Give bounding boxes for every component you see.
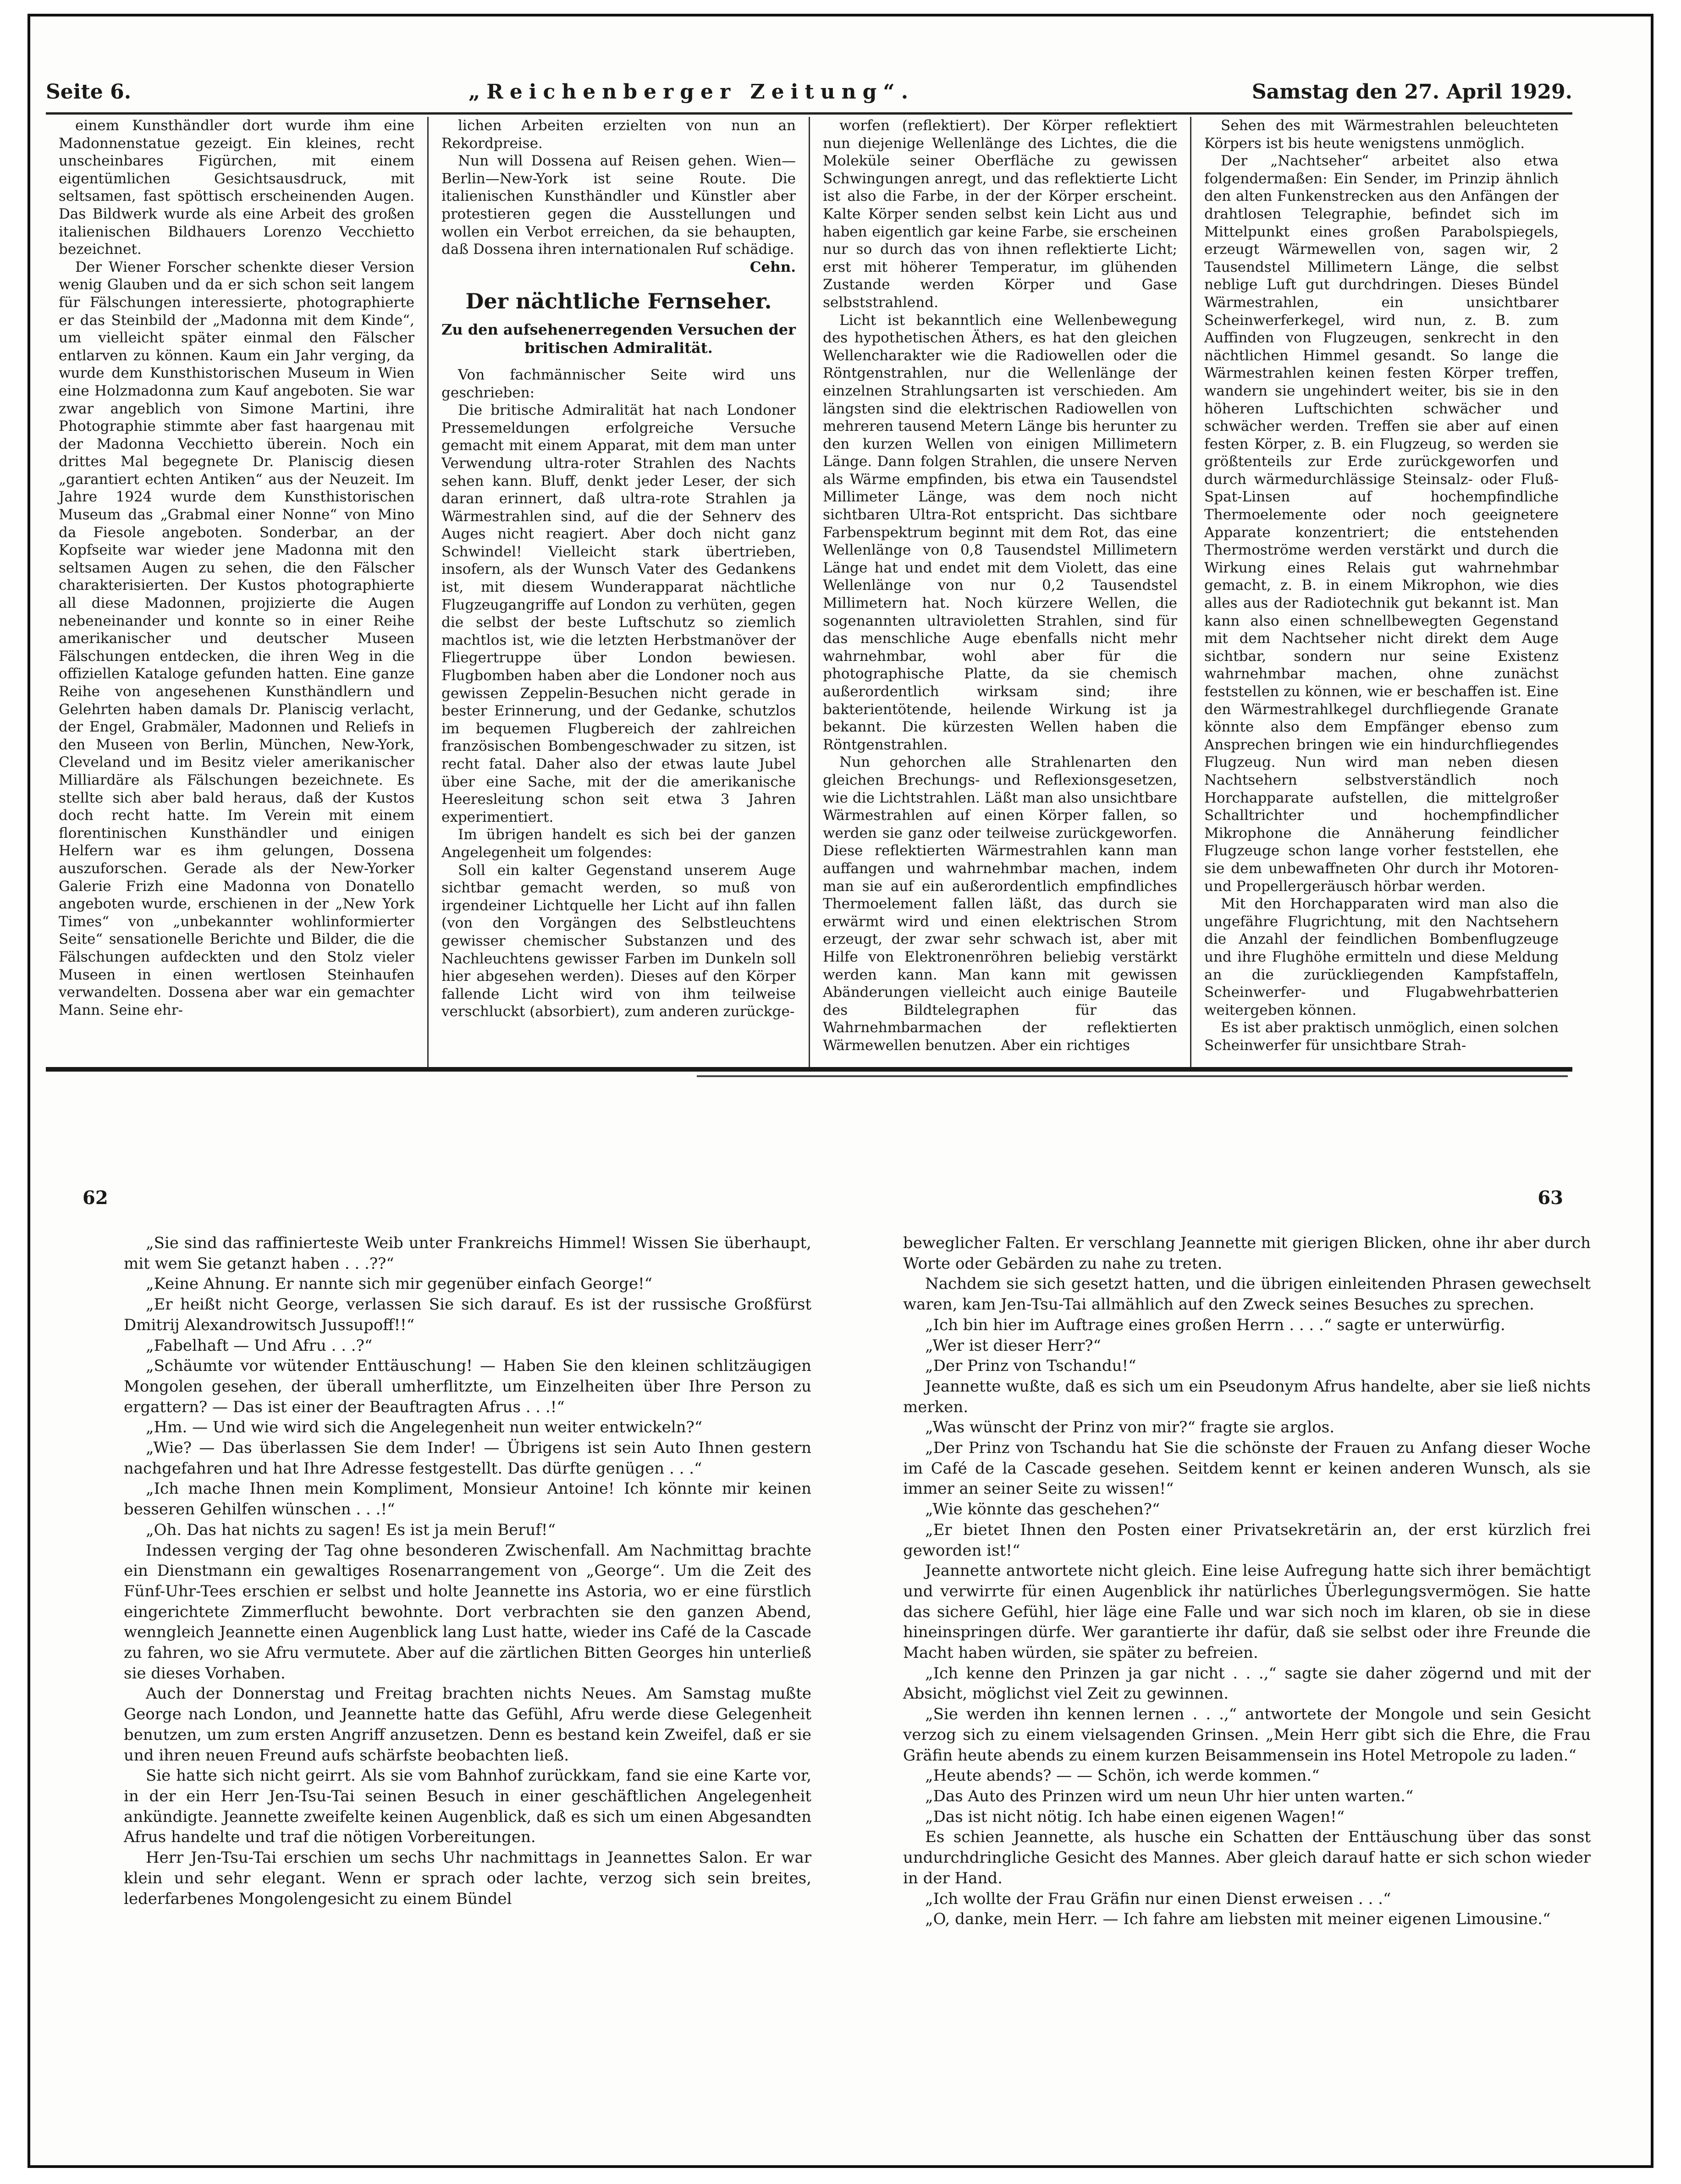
column-paragraph: Im übrigen handelt es sich bei der ganzen Angelegenheit um folgendes: [441,826,796,861]
book-paragraph: „Ich mache Ihnen mein Kompliment, Monsieur Antoine! Ich könnte mir keinen besseren Gehilfen wünschen . . .!“ [124,1480,811,1519]
book-paragraph: „Er bietet Ihnen den Posten einer Privatsekretärin an, der erst kürzlich frei geworden ist!“ [903,1520,1591,1560]
book-paragraph: „Ich wollte der Frau Gräfin nur einen Dienst erweisen . . .“ [925,1889,1391,1908]
column-paragraph: Die britische Admiralität hat nach Londoner Pressemeldungen erfolgreiche Versuche gemacht mit einem Apparat, mit dem man unter Verwendung ultra-roter Strahlen des Nachts sehen kann. Bluff, denkt jeder Leser, der sich daran erinnert, daß ultra-rote Strahlen ja Wärmestrahlen sind, auf die der Sehnerv des Auges nicht reagiert. Aber doch nicht ganz Schwindel! Vielleicht stark übertrieben, insofern, als der Wunsch Vater des Gedankens ist, mit diesem Wunderapparat nächtliche Flugzeugangriffe auf London zu verhüten, gegen die selbst der beste Luftschutz so ziemlich machtlos ist, wie die letzten Herbstmanöver der Fliegertruppe über London bewiesen. Flugbomben haben aber die Londoner noch aus gewissen Zeppelin-Besuchen nicht gerade in bester Erinnerung, und der Gedanke, schutzlos im bequemen Flugbereich der zahlreichen französischen Bombengeschwader zu sitzen, ist recht fatal. Daher also der etwas laute Jubel über eine Sache, mit der die amerikanische Heeresleitung schon seit etwa 3 Jahren experimentiert. [441,402,796,825]
book-paragraph: beweglicher Falten. Er verschlang Jeannette mit gierigen Blicken, ohne ihr aber durch Worte oder Gebärden zu nahe zu treten. [903,1234,1591,1273]
article-headline: Der nächtliche Fernseher. [465,289,772,314]
book-paragraph: „Fabelhaft — Und Afru . . .?“ [146,1336,373,1355]
right-page [903,1233,1591,1930]
book-paragraph: „Sie werden ihn kennen lernen . . .,“ antwortete der Mongole und sein Gesicht verzog sich zu einem vielsagenden Grinsen. „Mein Herr gibt sich die Ehre, die Frau Gräfin heute abends zu einem kurzen Beisammensein ins Hotel Metropole zu laden.“ [903,1705,1591,1765]
book-paragraph: Indessen verging der Tag ohne besonderen Zwischenfall. Am Nachmittag brachte ein Dienstmann ein gewaltiges Rosenarrangement von „George“. Um die Zeit des Fünf-Uhr-Tees erschien er selbst und holte Jeannette ins Astoria, wo er eine fürstlich eingerichtete Zimmerflucht bewohnte. Dort verbrachten sie den ganzen Abend, wenngleich Jeannette einen Augenblick lang Lust hatte, wieder ins Café de la Cascade zu fahren, wo sie Afru vermutete. Aber auf die zärtlichen Bitten Georges hin unterließ sie dieses Vorhaben. [124,1541,811,1683]
newspaper-clipping [46,44,1572,1075]
column-paragraph: Es ist aber praktisch unmöglich, einen solchen Scheinwerfer für unsichtbare Strah- [1204,1019,1559,1054]
newspaper-page-label: Seite 6. [46,80,132,104]
column-paragraph: Mit den Horchapparaten wird man also die ungefähre Flugrichtung, mit den Nachtsehern die Anzahl der feindlichen Bombenflugzeuge und ihre Flughöhe ermitteln und diese Meldung an die zurückliegenden Kampfstaffeln, Scheinwerfer- und Flugabwehrbatterien weitergeben können. [1204,896,1559,1018]
book-spread [69,1187,1591,2104]
book-paragraph: „Schäumte vor wütender Enttäuschung! — Haben Sie den kleinen schlitzäugigen Mongolen gesehen, der überall umherflitzte, um Einzelheiten über Ihre Person zu ergattern? — Das ist einer der Beauftragten Afrus . . .!“ [124,1357,811,1416]
book-paragraph: „Oh. Das hat nichts zu sagen! Es ist ja mein Beruf!“ [146,1520,556,1539]
clipping-bottom-rule-secondary [697,1075,1568,1077]
book-paragraph: „Ich bin hier im Auftrage eines großen Herrn . . . .“ sagte er unterwürfig. [925,1315,1505,1334]
column-paragraph: Sehen des mit Wärmestrahlen beleuchteten Körpers ist bis heute wenigstens unmöglich. [1204,117,1559,152]
book-paragraph: Jeannette antwortete nicht gleich. Eine leise Aufregung hatte sich ihrer bemächtigt und verwirrte für einen Augenblick ihr natürliches Überlegungsvermögen. Sie hatte das sichere Gefühl, hier läge eine Falle und war sich noch im klaren, ob sie in diese hineinspringen dürfe. Wer garantierte ihr dafür, daß sie selbst oder ihre Freunde die Macht haben würden, sie später zu befreien. [903,1562,1591,1662]
book-paragraph: „Sie sind das raffinierteste Weib unter Frankreichs Himmel! Wissen Sie überhaupt, mit wem Sie getanzt haben . . .??“ [124,1234,811,1273]
book-paragraph: „Wie könnte das geschehen?“ [925,1500,1160,1519]
newspaper-date: Samstag den 27. April 1929. [1251,80,1572,104]
article-subheadline: Zu den aufsehenerregenden Versuchen der britischen Admiralität. [441,320,796,357]
newspaper-column-3 [809,117,1190,1070]
book-paragraph: „Hm. — Und wie wird sich die Angelegenheit nun weiter entwickeln?“ [146,1418,703,1437]
column-paragraph: Von fachmännischer Seite wird uns geschrieben: [441,366,796,401]
book-paragraph: „Keine Ahnung. Er nannte sich mir gegenüber einfach George!“ [146,1275,653,1293]
author-signature: Cehn. [750,259,796,275]
book-paragraph: Jeannette wußte, daß es sich um ein Pseudonym Afrus handelte, aber sie ließ nichts merken. [903,1377,1591,1416]
newspaper-column-4 [1190,117,1571,1070]
column-paragraph: Licht ist bekanntlich eine Wellenbewegung des hypothetischen Äthers, es hat den gleichen Wellencharakter wie die Radiowellen oder die Röntgenstrahlen, nur die Wellenlänge der einzelnen Strahlungsarten ist verschieden. Am längsten sind die elektrischen Radiowellen von mehreren tausend Metern Länge bis herunter zu den kurzen Wellen von einigen Millimetern Länge. Dann folgen Strahlen, die unsere Nerven als Wärme empfinden, bis etwa ein Tausendstel Millimeter Länge, was dem noch nicht sichtbaren Ultra-Rot entspricht. Das sichtbare Farbenspektrum beginnt mit dem Rot, das eine Wellenlänge von 0,8 Tausendstel Millimetern Länge hat und endet mit dem Violett, das eine Wellenlänge von nur 0,2 Tausendstel Millimetern hat. Noch kürzere Wellen, die sogenannten ultravioletten Strahlen, sind für das menschliche Auge ebenfalls nicht mehr wahrnehmbar, wohl aber für die photographische Platte, da sie chemisch außerordentlich wirksam sind; ihre bakterientötende, heilende Wirkung ist ja bekannt. Die kürzesten Wellen haben die Röntgenstrahlen. [823,312,1177,753]
book-paragraph: Herr Jen-Tsu-Tai erschien um sechs Uhr nachmittags in Jeannettes Salon. Er war klein und sehr elegant. Wenn er sprach oder lachte, verzog sich sein breites, lederfarbenes Mongolengesicht zu einem Bündel [124,1848,811,1908]
column-paragraph: Der „Nachtseher“ arbeitet also etwa folgendermaßen: Ein Sender, im Prinzip ähnlich den alten Funkenstrecken aus den Anfängen der drahtlosen Telegraphie, befindet sich im Mittelpunkt eines großen Parabolspiegels, erzeugt Wärmewellen von, sagen wir, 2 Tausendstel Millimetern Länge, die selbst neblige Luft gut durchdringen. Dieses Bündel Wärmestrahlen, ein unsichtbarer Scheinwerferkegel, wird nun, z. B. zum Auffinden von Flugzeugen, senkrecht in den nächtlichen Himmel gesandt. So lange die Wärmestrahlen keinen festen Körper treffen, wandern sie ungehindert weiter, bis sie in den höheren Luftschichten schwächer und schwächer werden. Treffen sie aber auf einen festen Körper, z. B. ein Flugzeug, so werden sie größtenteils zur Erde zurückgeworfen und durch wärmedurchlässige Steinsalz- oder Fluß-Spat-Linsen auf hochempfindliche Thermoelemente oder noch geeignetere Apparate konzentriert; die entstehenden Thermoströme werden verstärkt und durch die Wirkung eines Relais gut wahrnehmbar gemacht, z. B. in einem Mikrophon, wie dies alles aus der Radiotechnik gut bekannt ist. Man kann also einen schnellbewegten Gegenstand mit dem Nachtseher nicht direkt dem Auge sichtbar, sondern nur seine Existenz wahrnehmbar machen, ohne zunächst feststellen zu können, wie er beschaffen ist. Eine den Wärmestrahlkegel durchfliegende Granate könnte also dem Empfänger ebenso zum Ansprechen bringen wie ein hindurchfliegendes Flugzeug. Nun wird man neben diesen Nachtsehern selbstverständlich noch Horchapparate aufstellen, die mittelgroßer Schalltrichter und hochempfindlicher Mikrophone die Annäherung feindlicher Flugzeuge schon lange vorher feststellen, ehe sie dem unbewaffneten Ohr durch ihr Motoren- und Propellergeräusch hörbar werden. [1204,153,1559,895]
newspaper-column-2 [427,117,809,1070]
book-paragraph: „Wer ist dieser Herr?“ [925,1336,1101,1355]
book-paragraph: „Er heißt nicht George, verlassen Sie sich darauf. Es ist der russische Großfürst Dmitrij Alexandrowitsch Jussupoff!!“ [124,1295,811,1334]
newspaper-column-1 [46,117,427,1070]
clipping-bottom-rule [46,1067,1572,1072]
newspaper-columns [46,117,1572,1070]
left-page-number: 62 [83,1187,108,1209]
column-paragraph: einem Kunsthändler dort wurde ihm eine Madonnenstatue gezeigt. Ein kleines, recht unscheinbares Figürchen, mit einem eigentümlichen Gesichtsausdruck, mit seltsamen, fast spöttisch erscheinenden Augen. Das Bildwerk wurde als eine Arbeit des großen italienischen Bildhauers Lorenzo Vecchietto bezeichnet. [59,117,414,258]
book-paragraph: „Das ist nicht nötig. Ich habe einen eigenen Wagen!“ [925,1807,1345,1826]
book-paragraph: „Heute abends? — — Schön, ich werde kommen.“ [925,1766,1320,1785]
book-paragraph: „Ich kenne den Prinzen ja gar nicht . . .,“ sagte sie daher zögernd und mit der Absicht, möglichst viel Zeit zu gewinnen. [903,1664,1591,1703]
column-paragraph: Der Wiener Forscher schenkte dieser Version wenig Glauben und da er sich schon seit langem für Fälschungen interessierte, photographierte er das Steinbild der „Madonna mit dem Kinde“, um vielleicht später einmal den Fälscher entlarven zu können. Kaum ein Jahr verging, da wurde dem Kunsthistorischen Museum in Wien eine Holzmadonna zum Kauf angeboten. Sie war zwar angeblich von Simone Martini, ihre Photographie stimmte aber fast haargenau mit der Madonna Vecchietto überein. Noch ein drittes Mal begegnete Dr. Planiscig diesen „garantiert echten Antiken“ aus der Neuzeit. Im Jahre 1924 wurde dem Kunsthistorischen Museum das „Grabmal einer Nonne“ von Mino da Fiesole angeboten. Sonderbar, an der Kopfseite war wieder jene Madonna mit den seltsamen Augen zu sehen, die den Fälscher charakterisierten. Der Kustos photographierte all diese Madonnen, projizierte die Augen nebeneinander und konnte so in einer Reihe amerikanischer und deutscher Museen Fälschungen entdecken, die ihren Weg in die offiziellen Kataloge gefunden hatten. Eine ganze Reihe von angesehenen Kunsthändlern und Gelehrten haben damals Dr. Planiscig verlacht, der Engel, Grabmäler, Madonnen und Reliefs in den Museen von Berlin, München, New-York, Cleveland und im Besitz vieler amerikanischer Milliardäre als Fälschungen bezeichnete. Es stellte sich aber bald heraus, daß der Kustos doch recht hatte. Im Verein mit einem florentinischen Kunsthändler und einigen Helfern war es ihm gelungen, Dossena auszuforschen. Gerade als der New-Yorker Galerie Frizh eine Madonna von Donatello angeboten wurde, erschienen in der „New York Times“ von „unbekannter wohlinformierter Seite“ sensationelle Berichte und Bilder, die die Fälschungen aufdeckten und den Stolz vieler Museen in einen wertlosen Steinhaufen verwandelten. Dossena aber war ein gemachter Mann. Seine ehr- [59,259,414,1018]
column-paragraph: Nun gehorchen alle Strahlenarten den gleichen Brechungs- und Reflexionsgesetzen, wie die Lichtstrahlen. Läßt man also unsichtbare Wärmestrahlen auf einen Körper fallen, so werden sie ganz oder teilweise zurückgeworfen. Diese reflektierten Wärmestrahlen kann man auffangen und wahrnehmbar machen, indem man sie auf ein außerordentlich empfindliches Thermoelement fallen läßt, das durch sie erwärmt wird und einen elektrischen Strom erzeugt, der zwar sehr schwach ist, aber mit Hilfe von Elektronenröhren beliebig verstärkt werden kann. Man kann mit gewissen Abänderungen vielleicht auch einige Bauteile des Bildtelegraphen für das Wahrnehmbarmachen der reflektierten Wärmewellen benutzen. Aber ein richtiges [823,754,1177,1054]
book-paragraph: „Wie? — Das überlassen Sie dem Inder! — Übrigens ist sein Auto Ihnen gestern nachgefahren und hat Ihre Adresse festgestellt. Das dürfte genügen . . .“ [124,1439,811,1478]
book-paragraph: „Das Auto des Prinzen wird um neun Uhr hier unten warten.“ [925,1787,1414,1805]
right-page-number: 63 [1538,1187,1563,1209]
book-paragraph: „Der Prinz von Tschandu hat Sie die schönste der Frauen zu Anfang dieser Woche im Café de la Cascade gesehen. Seitdem kennt er keinen anderen Wunsch, als sie immer an seiner Seite zu wissen!“ [903,1439,1591,1498]
book-paragraph: „Was wünscht der Prinz von mir?“ fragte sie arglos. [925,1418,1335,1437]
newspaper-header [46,71,1572,115]
book-paragraph: Es schien Jeannette, als husche ein Schatten der Enttäuschung über das sonst undurchdringliche Gesicht des Mannes. Aber gleich darauf hatte er sich schon wieder in der Hand. [903,1828,1591,1887]
newspaper-title: „Reichenberger Zeitung“. [468,80,915,104]
book-paragraph: Sie hatte sich nicht geirrt. Als sie vom Bahnhof zurückkam, fand sie eine Karte vor, in der ein Herr Jen-Tsu-Tai seinen Besuch in einer geschäftlichen Angelegenheit ankündigte. Jeannette zweifelte keinen Augenblick, daß es sich um einen Abgesandten Afrus handelte und traf die nötigen Vorbereitungen. [124,1766,812,1847]
column-paragraph: Nun will Dossena auf Reisen gehen. Wien—Berlin—New-York ist seine Route. Die italienischen Kunsthändler und Künstler aber protestieren gegen die Ausstellungen und wollen ein Verbot erreichen, da sie behaupten, daß Dossena ihren internationalen Ruf schädige. [441,153,796,258]
column-paragraph: lichen Arbeiten erzielten von nun an Rekordpreise. [441,117,796,152]
left-page [124,1233,811,1909]
column-paragraph: Soll ein kalter Gegenstand unserem Auge sichtbar gemacht werden, so muß von irgendeiner Lichtquelle her Licht auf ihn fallen (von den Vorgängen des Selbstleuchtens gewisser chemischer Substanzen und des Nachleuchtens gewisser Farben im Dunkeln soll hier abgesehen werden). Dieses auf den Körper fallende Licht wird von ihm teilweise verschluckt (absorbiert), zum anderen zurückge- [441,862,796,1020]
book-paragraph: „Der Prinz von Tschandu!“ [925,1357,1136,1375]
column-paragraph: worfen (reflektiert). Der Körper reflektiert nun diejenige Wellenlänge des Lichtes, die die Moleküle seiner Oberfläche zu gewissen Schwingungen anregt, und das reflektierte Licht ist also die Farbe, in der der Körper erscheint. Kalte Körper senden selbst kein Licht aus und haben eigentlich gar keine Farbe, sie erscheinen nur so durch das von ihnen reflektierte Licht; erst mit höherer Temperatur, im glühenden Zustande werden Körper und Gase selbststrahlend. [823,117,1177,311]
book-paragraph: „O, danke, mein Herr. — Ich fahre am liebsten mit meiner eigenen Limousine.“ [925,1910,1551,1929]
book-paragraph: Nachdem sie sich gesetzt hatten, und die übrigen einleitenden Phrasen gewechselt waren, kam Jen-Tsu-Tai allmählich auf den Zweck seines Besuches zu sprechen. [903,1275,1591,1314]
book-paragraph: Auch der Donnerstag und Freitag brachten nichts Neues. Am Samstag mußte George nach London, und Jeannette hatte das Gefühl, Afru werde diese Gelegenheit benutzen, um zum ersten Angriff anzusetzen. Denn es bestand kein Zweifel, daß er sie und ihren neuen Freund aufs schärfste beobachten ließ. [124,1684,811,1765]
